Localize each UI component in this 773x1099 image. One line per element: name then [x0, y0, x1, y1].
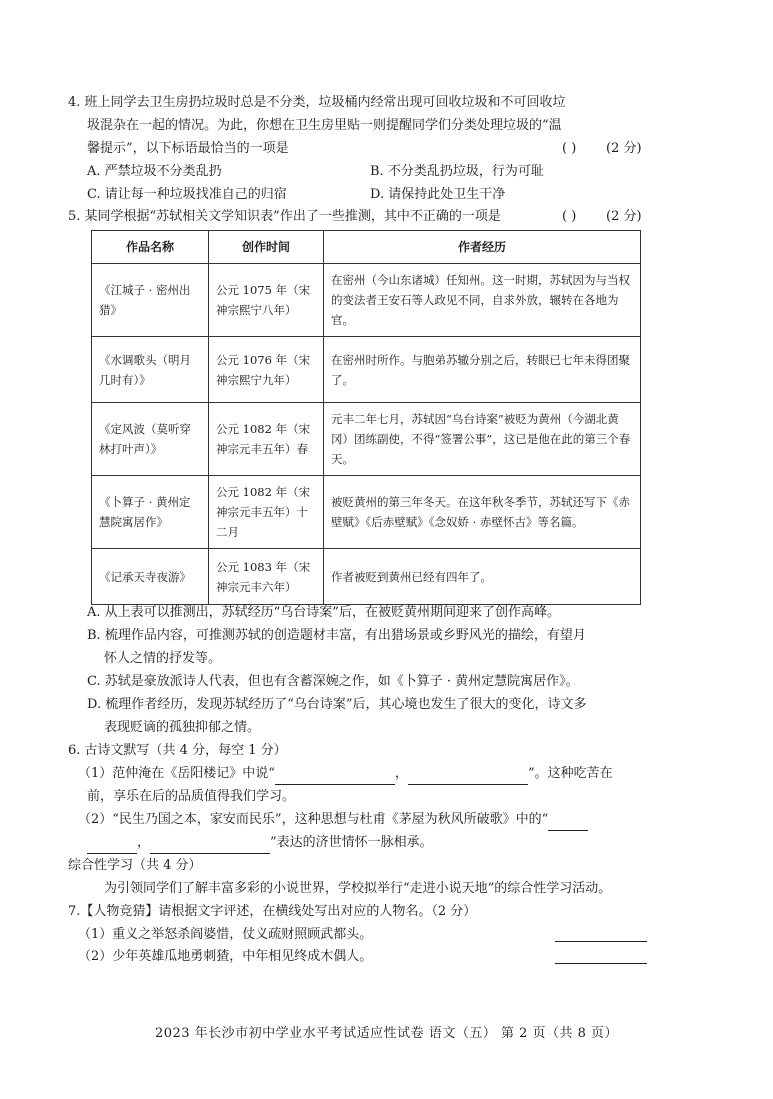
table-cell-experience: 在密州（今山东诸城）任知州。这一时期，苏轼因为与当权的变法者王安石等人政见不同，自求外放，辗转在各地为官。 — [324, 264, 641, 337]
q5-answer-paren: ( ) — [562, 209, 577, 224]
table-row — [92, 476, 641, 549]
answer-blank[interactable] — [275, 768, 395, 785]
section-title-comprehensive: 综合性学习（共 4 分） — [68, 858, 202, 873]
table-cell-experience: 元丰二年七月，苏轼因“乌台诗案”被贬为黄州（今湖北黄冈）团练副使，不得“签署公事”，这已是他在此的第三个春天。 — [324, 403, 641, 476]
table-cell-experience: 被贬黄州的第三年冬天。在这年秋冬季节，苏轼还写下《赤壁赋》《后赤壁赋》《念奴娇 · 赤壁怀古》等名篇。 — [324, 476, 641, 549]
q4-option-b: B. 不分类乱扔垃圾，行为可耻 — [370, 164, 544, 179]
q6-part-1-continuation: 前，享乐在后的品质值得我们学习。 — [87, 789, 296, 804]
table-cell-work: 《记承天寺夜游》 — [92, 549, 209, 605]
q4-option-a: A. 严禁垃圾不分类乱扔 — [87, 164, 222, 179]
table-cell-work: 《江城子 · 密州出猎》 — [92, 264, 209, 337]
table-cell-work: 《卜算子 · 黄州定慧院寓居作》 — [92, 476, 209, 549]
q4-stem-line-1: 4. 班上同学去卫生房扔垃圾时总是不分类，垃圾桶内经常出现可回收垃圾和不可回收垃 — [68, 95, 566, 110]
q4-answer-paren: ( ) — [562, 141, 577, 156]
q4-option-d: D. 请保持此处卫生干净 — [370, 187, 506, 202]
q5-stem: 5. 某同学根据“苏轼相关文学知识表”作出了一些推测，其中不正确的一项是 — [68, 209, 501, 224]
q5-option-b-line-2: 怀人之情的抒发等。 — [104, 651, 222, 666]
table-cell-time: 公元 1082 年（宋神宗元丰五年）春 — [209, 403, 324, 476]
q7-answer-line-1[interactable] — [555, 940, 647, 942]
q6-part-1 — [78, 763, 613, 785]
table-row — [92, 403, 641, 476]
answer-blank[interactable] — [548, 814, 588, 831]
answer-blank[interactable] — [150, 837, 270, 854]
table-cell-work: 《定风波（莫听穿林打叶声）》 — [92, 403, 209, 476]
q4-stem-line-2: 圾混杂在一起的情况。为此，你想在卫生房里贴一则提醒同学们分类处理垃圾的“温 — [87, 118, 562, 133]
q4-score: (2 分) — [606, 141, 642, 156]
q5-option-b-line-1: B. 梳理作品内容，可推测苏轼的创造题材丰富，有出猎场景或乡野风光的描绘，有望月 — [87, 628, 586, 643]
q6-part-1-comma: ， — [394, 766, 408, 781]
q5-option-d-line-1: D. 梳理作者经历，发现苏轼经历了“乌台诗案”后，其心境也发生了很大的变化，诗文多 — [87, 697, 587, 712]
table-cell-time: 公元 1083 年（宋神宗元丰六年） — [209, 549, 324, 605]
q6-part-2-comma: ， — [137, 835, 151, 850]
q5-option-c: C. 苏轼是豪放派诗人代表，但也有含蓄深婉之作，如《卜算子 · 黄州定慧院寓居作》。 — [87, 674, 579, 689]
table-header-experience: 作者经历 — [324, 231, 641, 264]
table-header-work: 作品名称 — [92, 231, 209, 264]
su-shi-knowledge-table — [91, 230, 641, 605]
table-cell-time: 公元 1082 年（宋神宗元丰五年）十二月 — [209, 476, 324, 549]
q4-stem-line-3: 馨提示”，以下标语最恰当的一项是 — [87, 141, 289, 156]
q6-title: 6. 古诗文默写（共 4 分，每空 1 分） — [68, 743, 287, 758]
table-cell-experience: 作者被贬到黄州已经有四年了。 — [324, 549, 641, 605]
table-cell-time: 公元 1076 年（宋神宗熙宁九年） — [209, 337, 324, 403]
section-intro: 为引领同学们了解丰富多彩的小说世界，学校拟举行“走进小说天地”的综合性学习活动。 — [104, 881, 612, 896]
q6-part-2 — [78, 809, 588, 831]
table-cell-experience: 在密州时所作。与胞弟苏辙分别之后，转眼已七年未得团聚了。 — [324, 337, 641, 403]
q7-item-1: （1）重义之举怒杀阎婆惜，仗义疏财照顾武都头。 — [78, 927, 373, 942]
page-footer: 2023 年长沙市初中学业水平考试适应性试卷 语文（五） 第 2 页（共 8 页） — [154, 1026, 619, 1041]
table-header-time: 创作时间 — [209, 231, 324, 264]
q6-part-2-prefix: （2）“民生乃国之本，家安而民乐”，这种思想与杜甫《茅屋为秋风所破歌》中的“ — [78, 812, 549, 827]
q5-score: (2 分) — [606, 209, 642, 224]
q5-option-d-line-2: 表现贬谪的孤独抑郁之情。 — [104, 720, 261, 735]
q6-part-1-prefix: （1）范仲淹在《岳阳楼记》中说“ — [78, 766, 275, 781]
table-header-row — [92, 231, 641, 264]
q5-option-a: A. 从上表可以推测出，苏轼经历“乌台诗案”后，在被贬黄州期间迎来了创作高峰。 — [87, 605, 560, 620]
q6-part-2-continuation — [87, 832, 433, 854]
q6-part-1-suffix: ”。这种吃苦在 — [527, 766, 613, 781]
table-cell-work: 《水调歌头（明月几时有）》 — [92, 337, 209, 403]
answer-blank[interactable] — [87, 837, 137, 854]
q6-part-2-suffix: ”表达的济世情怀一脉相承。 — [270, 835, 433, 850]
table-cell-time: 公元 1075 年（宋神宗熙宁八年） — [209, 264, 324, 337]
q7-stem: 7.【人物竞猜】请根据文字评述，在横线处写出对应的人物名。（2 分） — [68, 904, 477, 919]
table-row — [92, 337, 641, 403]
q4-option-c: C. 请让每一种垃圾找准自己的归宿 — [87, 187, 287, 202]
table-row — [92, 549, 641, 605]
answer-blank[interactable] — [408, 768, 528, 785]
q7-answer-line-2[interactable] — [555, 962, 647, 964]
table-row — [92, 264, 641, 337]
q7-item-2: （2）少年英雄瓜地勇刺猹，中年相见终成木偶人。 — [78, 949, 373, 964]
